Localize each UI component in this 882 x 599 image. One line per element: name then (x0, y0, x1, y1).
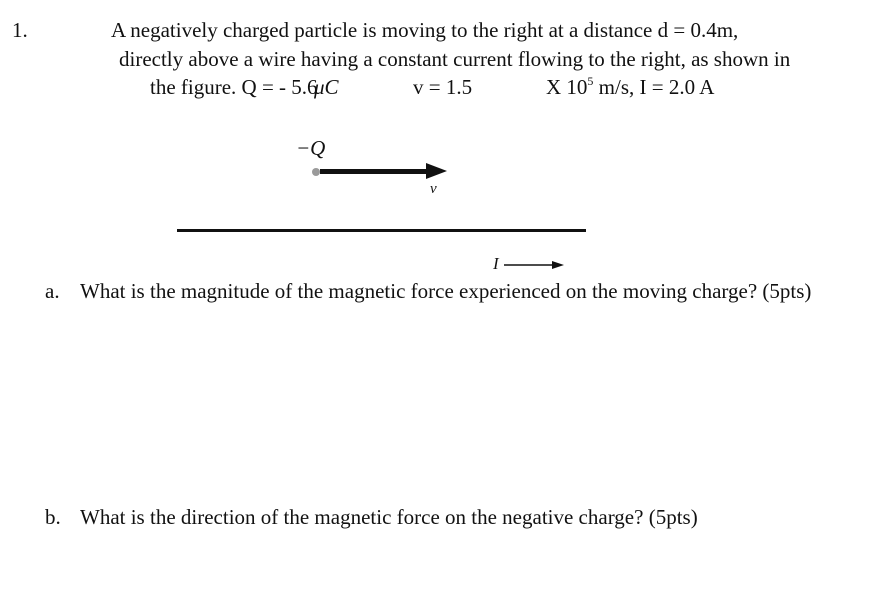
problem-number: 1. (12, 18, 28, 42)
velocity-label: v (430, 181, 437, 197)
question-b-text: What is the direction of the magnetic force on the negative charge? (5pts) (80, 505, 698, 529)
current-label: I (493, 254, 499, 273)
charge-label: −Q (296, 136, 326, 160)
velocity-units-and-current: m/s, I = 2.0 A (593, 75, 715, 99)
charge-value-text: the figure. Q = - 5.6 (150, 75, 318, 99)
question-b-marker: b. (45, 505, 61, 529)
velocity-factor (546, 75, 714, 99)
current-arrow-icon (504, 258, 564, 272)
problem-line-1: A negatively charged particle is moving to the right at a distance d = 0.4m, (111, 18, 739, 42)
velocity-value-text: v = 1.5 (413, 75, 473, 99)
velocity-arrow-head-icon (426, 163, 447, 179)
wire (177, 229, 586, 232)
particle-dot (312, 168, 320, 176)
velocity-exponent: 5 (587, 74, 594, 88)
charge-unit: μC (314, 75, 339, 99)
velocity-factor-base: X 10 (546, 75, 588, 99)
question-a-marker: a. (45, 279, 60, 303)
question-a-text: What is the magnitude of the magnetic force experienced on the moving charge? (5pts) (80, 279, 812, 303)
velocity-arrow-shaft (320, 169, 430, 174)
problem-line-2: directly above a wire having a constant current flowing to the right, as shown in (119, 47, 791, 71)
